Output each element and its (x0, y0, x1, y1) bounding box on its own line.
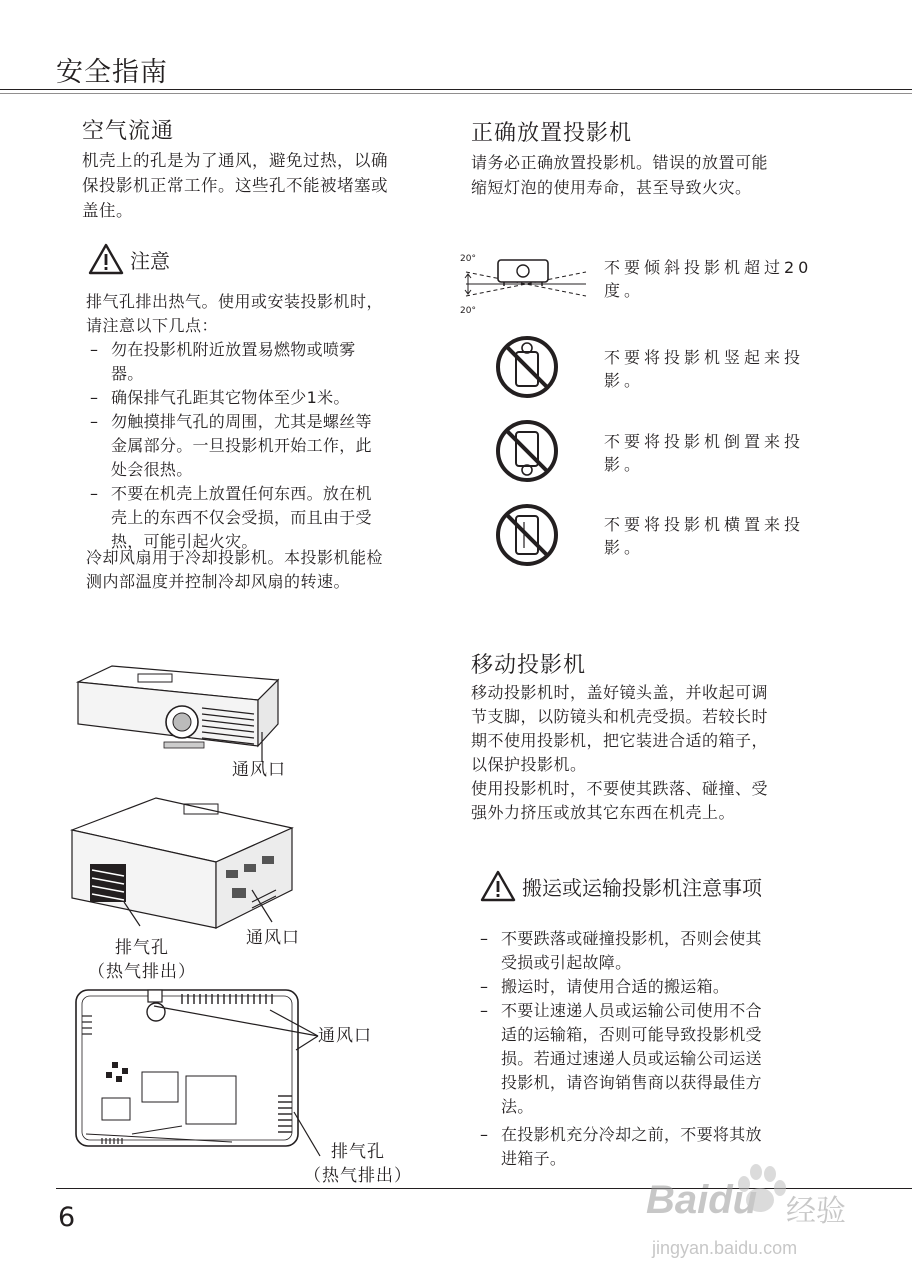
vent-label-3: 通风口 (318, 1026, 372, 1046)
transport-list (476, 927, 826, 1171)
baidu-watermark (646, 1160, 886, 1270)
list-item: – 确保排气孔距其它物体至少1米。 (86, 386, 426, 410)
watermark-url: jingyan.baidu.com (652, 1238, 798, 1258)
caution-intro: 排气孔排出热气。使用或安装投影机时， 请注意以下几点： (86, 292, 384, 335)
rule-sideways: 不要将投影机横置来投 影。 (604, 515, 805, 557)
warning-icon (480, 870, 516, 902)
placement-heading: 正确放置投影机 (471, 121, 633, 146)
watermark-cn: 经验 (786, 1194, 846, 1229)
placement-body: 请务必正确放置投影机。错误的放置可能 缩短灯泡的使用寿命，甚至导致火灾。 (471, 153, 769, 197)
vent-label-2: 通风口 (246, 928, 300, 948)
tilt-angle-diagram (456, 250, 591, 320)
page-title: 安全指南 (56, 57, 168, 88)
warning-icon (88, 243, 124, 275)
no-sideways-icon (494, 502, 560, 568)
vent-label-1: 通风口 (232, 760, 286, 780)
exhaust-label-1: 排气孔 （热气排出） (88, 938, 196, 982)
no-inverted-icon (494, 418, 560, 484)
rule-vertical: 不要将投影机竖起来投 影。 (604, 348, 805, 390)
list-item: – 不要跌落或碰撞投影机，否则会使其 受损或引起故障。 (476, 927, 826, 975)
header-rule (0, 89, 912, 90)
transport-label: 搬运或运输投影机注意事项 (522, 875, 762, 900)
page-number: 6 (58, 1202, 76, 1233)
header-rule-thin (0, 93, 912, 94)
list-item: – 勿触摸排气孔的周围，尤其是螺丝等 金属部分。一旦投影机开始工作，此 处会很热。 (86, 410, 426, 482)
angle-label-top: 20° (460, 254, 476, 264)
list-item: – 不要让速递人员或运输公司使用不合 适的运输箱，否则可能导致投影机受 损。若通过速递人员或运输公司运送 投影机，请咨询销售商以获得最佳方 法。 (476, 999, 826, 1119)
airflow-body: 机壳上的孔是为了通风，避免过热，以确 保投影机正常工作。这些孔不能被堵塞或 盖住。 (82, 151, 388, 220)
exhaust-label-2: 排气孔 （热气排出） (304, 1142, 412, 1186)
projector-rear-illustration (66, 790, 302, 930)
fan-note: 冷却风扇用于冷却投影机。本投影机能检 测内部温度并控制冷却风扇的转速。 (86, 548, 384, 591)
moving-heading: 移动投影机 (471, 653, 587, 678)
transport-title (480, 870, 762, 902)
rule-inverted: 不要将投影机倒置来投 影。 (604, 432, 805, 474)
no-vertical-icon (494, 334, 560, 400)
list-item: – 不要在机壳上放置任何东西。放在机 壳上的东西不仅会受损，而且由于受 热，可能引起火灾。 (86, 482, 426, 554)
airflow-heading: 空气流通 (82, 119, 175, 144)
watermark-brand: Baidu (646, 1178, 758, 1222)
angle-label-bottom: 20° (460, 306, 476, 316)
caution-label: 注意 (130, 248, 170, 273)
projector-front-illustration (72, 662, 292, 767)
list-item: – 搬运时，请使用合适的搬运箱。 (476, 975, 826, 999)
list-item: – 在投影机充分冷却之前，不要将其放 进箱子。 (476, 1123, 826, 1171)
rule-tilt: 不要倾斜投影机超过20 度。 (604, 258, 813, 300)
caution-list (86, 338, 426, 554)
caution-title (88, 243, 170, 275)
vent-leader-lines (150, 1000, 322, 1054)
list-item: – 勿在投影机附近放置易燃物或喷雾 器。 (86, 338, 426, 386)
moving-body: 移动投影机时，盖好镜头盖，并收起可调 节支脚，以防镜头和机壳受损。若较长时 期不使用投影机，把它装进合适的箱子， 以保护投影机。 使用投影机时，不要使其跌落、碰撞、受 强外力挤压或放其它东西在机壳上。 (471, 683, 769, 822)
